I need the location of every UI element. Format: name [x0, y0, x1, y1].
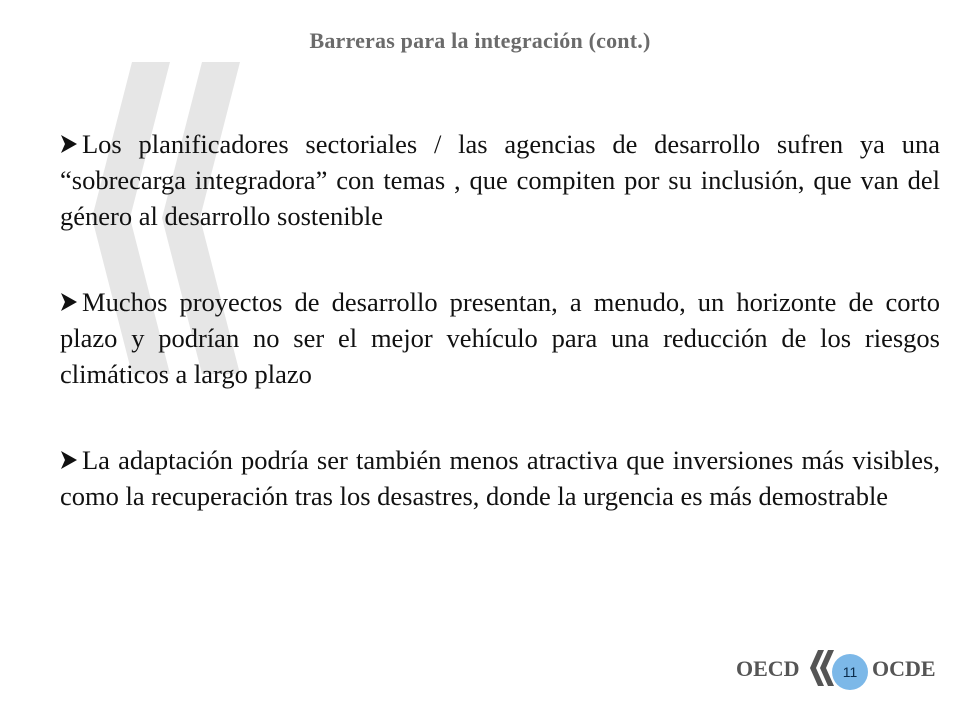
logo-text-oecd: OECD	[736, 656, 800, 681]
arrow-bullet-icon	[60, 284, 82, 320]
bullet-text: Los planificadores sectoriales / las agencias de desarrollo sufren ya una “sobrecarga integradora” con temas , que compiten por su inclusión, que van del género al desarrollo sostenible	[60, 129, 940, 231]
bullet-text: La adaptación podría ser también menos atractiva que inversiones más visibles, como la recuperación tras los desastres, donde la urgencia es más demostrable	[60, 445, 940, 511]
bullet-item	[60, 284, 940, 392]
arrow-bullet-icon	[60, 126, 82, 162]
slide-title: Barreras para la integración (cont.)	[309, 28, 651, 53]
bullet-text: Muchos proyectos de desarrollo presentan, a menudo, un horizonte de corto plazo y podrían no ser el mejor vehículo para una reducción de los riesgos climáticos a largo plazo	[60, 287, 940, 389]
logo-text-ocde: OCDE	[872, 656, 936, 681]
page-number-badge: 11	[832, 654, 868, 690]
bullet-item	[60, 126, 940, 234]
arrow-bullet-icon	[60, 442, 82, 478]
footer-logo	[736, 648, 942, 692]
bullet-item	[60, 442, 940, 514]
bullet-list	[60, 126, 940, 564]
